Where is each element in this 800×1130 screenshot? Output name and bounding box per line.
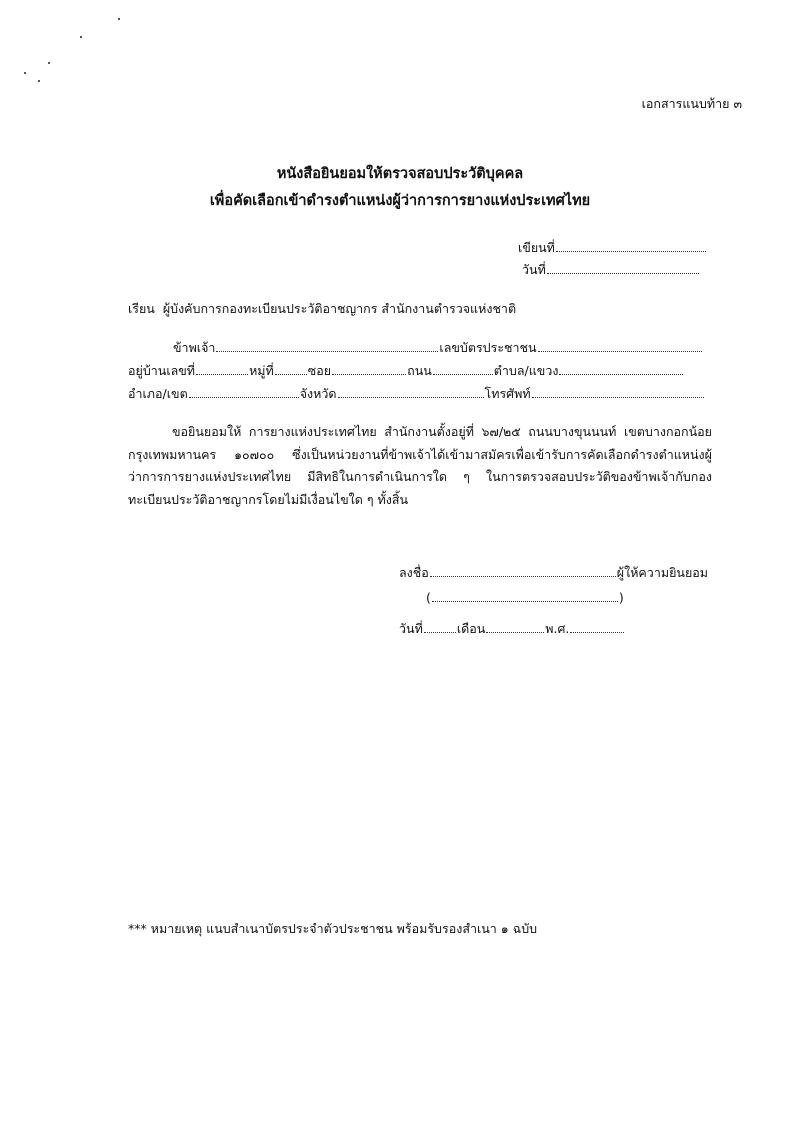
sign-label: ลงชื่อ bbox=[399, 565, 429, 580]
date-blank[interactable] bbox=[547, 272, 699, 274]
road-label: ถนน bbox=[407, 363, 432, 378]
signature-line bbox=[399, 563, 708, 583]
form-line-2 bbox=[128, 361, 684, 381]
consenter-label: ผู้ให้ความยินยอม bbox=[616, 565, 709, 580]
moo-blank[interactable] bbox=[275, 373, 307, 375]
attachment-label: เอกสารแนบท้าย ๓ bbox=[641, 96, 742, 111]
phone-blank[interactable] bbox=[532, 396, 704, 398]
printed-name-line bbox=[426, 590, 624, 605]
recipient-line bbox=[128, 299, 516, 319]
id-card-blank[interactable] bbox=[538, 350, 702, 352]
consent-paragraph: ขอยินยอมให้ การยางแห่งประเทศไทย สำนักงานตั้งอยู่ที่ ๖๗/๒๕ ถนนบางขุนนนท์ เขตบางกอกน้อย กรุงเทพมหานคร ๑๐๗๐๐ ซึ่งเป็นหน่วยงานที่ข้าพเจ้าได้เข้ามาสมัครเพื่อเข้ารับการคัดเลือกดำรงตำแหน่งผู้ว่าการการยางแห่งประเทศไทย มีสิทธิในการดำเนินการใด ๆ ในการตรวจสอบประวัติของข้าพเจ้ากับกองทะเบียนประวัติอาชญากรโดยไม่มีเงื่อนไขใด ๆ ทั้งสิ้น bbox=[128, 424, 712, 507]
printed-name-blank[interactable] bbox=[432, 600, 618, 602]
written-at-blank[interactable] bbox=[556, 250, 706, 252]
scan-speck bbox=[38, 80, 40, 82]
title-line-2: เพื่อคัดเลือกเข้าดำรงตำแหน่งผู้ว่าการการยางแห่งประเทศไทย bbox=[209, 193, 591, 209]
form-line-3 bbox=[128, 384, 705, 404]
house-no-blank[interactable] bbox=[196, 373, 248, 375]
scan-speck bbox=[48, 62, 50, 64]
moo-label: หมู่ที่ bbox=[249, 363, 274, 378]
recipient-label: เรียน bbox=[128, 301, 155, 316]
i-label: ข้าพเจ้า bbox=[173, 340, 216, 355]
day-label: วันที่ bbox=[399, 621, 423, 636]
scan-speck bbox=[24, 72, 26, 74]
signature-blank[interactable] bbox=[430, 575, 616, 577]
sign-date-line bbox=[399, 619, 625, 639]
road-blank[interactable] bbox=[433, 373, 493, 375]
id-card-label: เลขบัตรประชาชน bbox=[439, 340, 537, 355]
district-label: อำเภอ/เขต bbox=[128, 386, 188, 401]
province-blank[interactable] bbox=[338, 396, 484, 398]
soi-blank[interactable] bbox=[332, 373, 406, 375]
footnote: *** หมายเหตุ แนบสำเนาบัตรประจำตัวประชาชน พร้อมรับรองสำเนา ๑ ฉบับ bbox=[128, 921, 538, 936]
written-at-line bbox=[518, 238, 707, 258]
year-blank[interactable] bbox=[570, 631, 624, 633]
form-line-1 bbox=[173, 338, 703, 358]
open-paren: ( bbox=[426, 590, 431, 605]
year-label: พ.ศ. bbox=[545, 621, 570, 636]
title-line-1: หนังสือยินยอมให้ตรวจสอบประวัติบุคคล bbox=[276, 166, 524, 182]
date-line bbox=[522, 260, 700, 280]
scan-speck bbox=[80, 36, 82, 38]
scan-speck bbox=[118, 18, 120, 20]
month-blank[interactable] bbox=[486, 631, 544, 633]
soi-label: ซอย bbox=[307, 363, 332, 378]
month-label: เดือน bbox=[456, 621, 486, 636]
name-blank[interactable] bbox=[216, 350, 438, 352]
house-no-label: อยู่บ้านเลขที่ bbox=[128, 363, 196, 378]
subdistrict-label: ตำบล/แขวง bbox=[493, 363, 559, 378]
phone-label: โทรศัพท์ bbox=[484, 386, 531, 401]
recipient-name: ผู้บังคับการกองทะเบียนประวัติอาชญากร สำนักงานตำรวจแห่งชาติ bbox=[162, 301, 517, 316]
province-label: จังหวัด bbox=[299, 386, 337, 401]
subdistrict-blank[interactable] bbox=[559, 373, 683, 375]
close-paren: ) bbox=[618, 590, 624, 605]
day-blank[interactable] bbox=[424, 631, 456, 633]
district-blank[interactable] bbox=[189, 396, 299, 398]
written-at-label: เขียนที่ bbox=[518, 240, 555, 255]
date-label: วันที่ bbox=[522, 262, 546, 277]
